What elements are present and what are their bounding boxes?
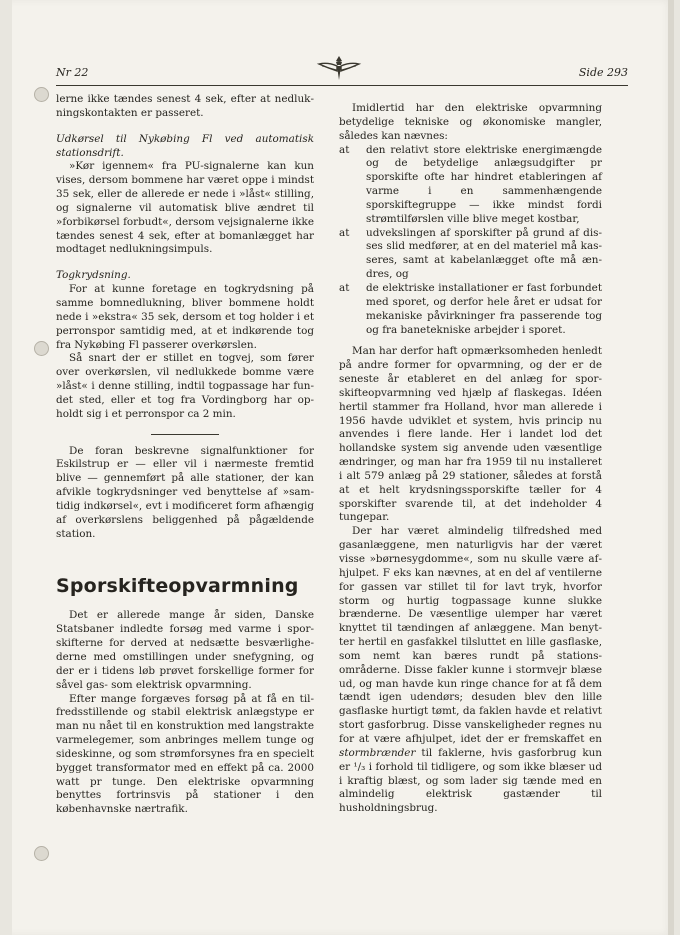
paragraph: Så snart der er stillet en togvej, som fører over overkørslen, vil nedlukkede bomme være »låst« i denne stilling, indtil togpassage har fundet sted, eller et tog fra Vordingborg har opholdt sig i et perronspor ca 2 min.	[56, 352, 314, 420]
paragraph: De foran beskrevne signalfunktioner for Eskilstrup er — eller vil i nærmeste fremtid blive — gennemført på alle stationer, der kan afvikle togkrydsninger ved benyttelse af »samtidig indkørsel«, evt i modificeret form afhængig af overkørslens beliggenhed på pågældende station.	[56, 444, 314, 540]
page-edge-shadow	[668, 0, 674, 935]
list-item-prefix: at	[339, 143, 350, 156]
list-item-text: de elektriske installationer er fast forbundet med sporet, og derfor hele året er udsat for mekaniske påvirkninger fra passerende tog og fra banetekniske arbejder i sporet.	[366, 281, 602, 336]
list-item-prefix: at	[339, 226, 350, 239]
right-column	[339, 102, 602, 816]
paragraph: lerne ikke tændes senest 4 sek, efter at nedlukningskontakten er passeret.	[56, 93, 314, 119]
page-number: Side 293	[578, 66, 628, 79]
issue-number: Nr 22	[56, 66, 89, 79]
paragraph: For at kunne foretage en togkrydsning på samme bomnedlukning, bliver bommene holdt nede i »ekstra« 35 sek, dersom et tog holder i et perronspor samtidig med, at et indkørende tog fra Nykøbing Fl passerer overkørslen.	[56, 283, 314, 351]
paragraph	[339, 525, 602, 816]
binder-hole-icon	[34, 341, 49, 356]
list-item	[339, 144, 602, 227]
paragraph-text: Der har været almindelig tilfredshed med gasanlæggene, men naturligvis har der været visse »børnesygdomme«, som nu skulle være afhjulpet. F eks kan nævnes, at en del af ventilerne for gassen var stillet til for lavt tryk, hvorfor storm og hurtig togpassage kunne slukke brænderne. De væsentlige ulemper har været knyttet til tændingen af anlæggene. Man benytter hertil en gasfakkel tilsluttet en lille gasflaske, som nemt kan bæres rundt på stationsområderne. Disse fakler kunne i stormvejr blæse ud, og man havde kun ringe chance for at få dem tændt igen udendørs; desuden blev den lille gasflaske hurtigt tømt, da faklen havde et relativt stort gasforbrug. Disse vanskeligheder regnes nu for at være afhjulpet, idet der er fremskaffet en	[339, 525, 602, 745]
document-page	[12, 0, 674, 935]
list-item-prefix: at	[339, 281, 350, 294]
list-item	[339, 227, 602, 282]
subheading: Udkørsel til Nykøbing Fl ved automatisk stationsdrift.	[56, 132, 314, 159]
list-item-text: den relativt store elektriske energimængde og de betydelige anlægsudgifter pr sporskifte ofte har hindret etableringen af varme i en sammenhængende sporskiftegruppe — ikke mindst fordi strømtilførslen ville blive meget kostbar,	[366, 143, 602, 225]
list-item	[339, 282, 602, 337]
paragraph: »Kør igennem« fra PU-signalerne kan kun vises, dersom bommene har været oppe i mindst 35 sek, eller de allerede er nede i »låst« stilling, og signalerne vil automatisk blive ændret til »forbikørsel forbudt«, dersom vejsignalerne ikke tændes senest 4 sek, efter at bomanlægget har modtaget nedlukningsimpuls.	[56, 160, 314, 256]
paragraph-text: til faklerne, hvis gasforbrug kun er ¹/₃ i forhold til tidligere, og som ikke blæser ud i kraftig blæst, og som lader sig tænde med en almindelig elektrisk gastænder til husholdningsbrug.	[339, 746, 603, 815]
section-heading: Sporskifteopvarmning	[56, 575, 299, 598]
paragraph: Man har derfor haft opmærksomheden henledt på andre former for opvarmning, og der er de seneste år etableret en del anlæg for sporskifteopvarmning ved hjælp af flaskegas. Idéen hertil stammer fra Holland, hvor man allerede i 1956 havde udviklet et system, hvis princip nu anvendes i flere lande. Her i landet lod det hollandske system sig anvende uden væsentlige ændringer, og man har fra 1959 til nu installeret i alt 579 anlæg på 29 stationer, således at forstå at et helt krydsningssporskifte tæller for 4 sporskifter svarende til, at det indeholder 4 tungepar.	[339, 345, 602, 524]
list-item-text: udvekslingen af sporskifter på grund af disses slid medfører, at en del materiel må kasseres, samt at kabelanlægget ofte må ændres, og	[366, 226, 602, 281]
paragraph: Imidlertid har den elektriske opvarmning betydelige tekniske og økonomiske mangler, således kan nævnes:	[339, 102, 602, 142]
paragraph: Det er allerede mange år siden, Danske Statsbaner indledte forsøg med varme i sporskifterne for derved at nedsætte besværlighederne med omstillingen under snefygning, og der er i tidens løb prøvet forskellige former for såvel gas- som elektrisk opvarmning.	[56, 609, 314, 691]
section-divider	[151, 434, 219, 435]
header-rule	[56, 85, 628, 86]
winged-wheel-logo-icon	[316, 52, 362, 82]
binder-hole-icon	[34, 846, 49, 861]
subheading: Togkrydsning.	[56, 269, 131, 282]
binder-hole-icon	[34, 87, 49, 102]
left-column	[56, 93, 314, 817]
emphasized-term: stormbrænder	[339, 746, 416, 759]
paragraph: Efter mange forgæves forsøg på at få en tilfredsstillende og stabil elektrisk anlægstype er man nu nået til en konstruktion med langstrakte varmelegemer, som anbringes mellem tunge og sideskinne, og som strømforsynes fra en specielt bygget transformator med en effekt på ca. 2000 watt pr tunge. Den elektriske opvarmning benyttes fortrinsvis på stationer i den københavnske nærtrafik.	[56, 692, 314, 816]
